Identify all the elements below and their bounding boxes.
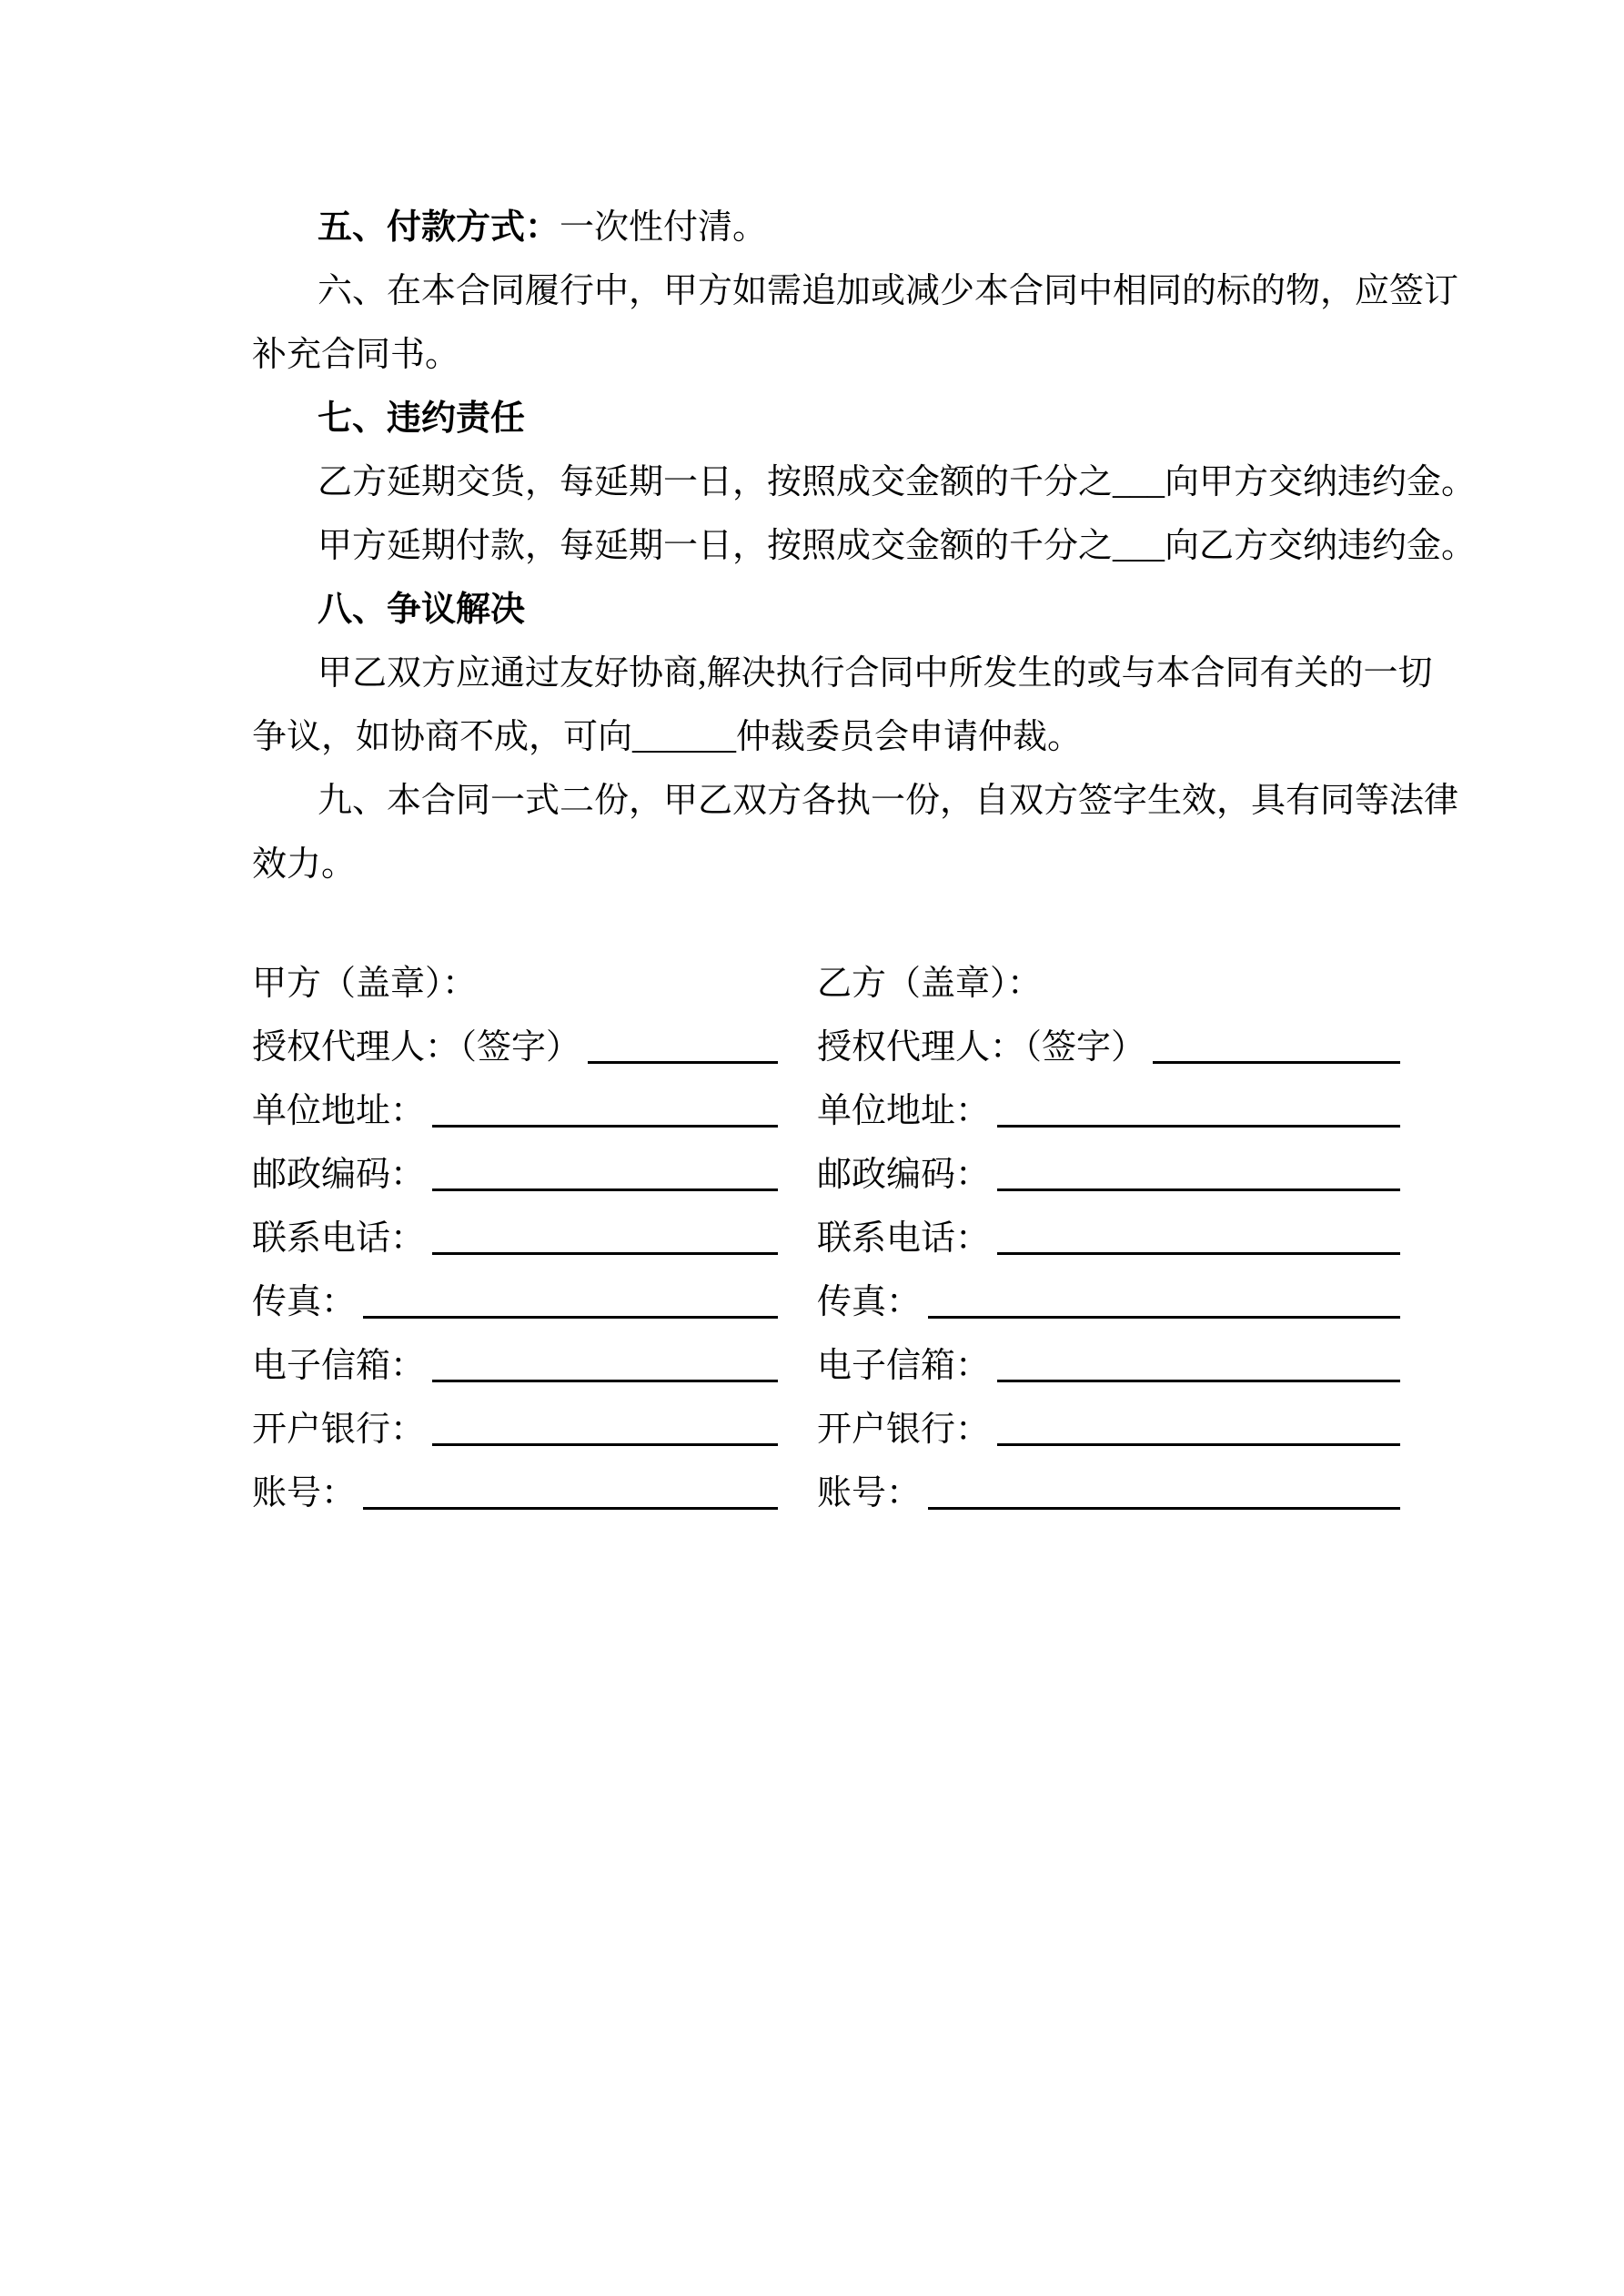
clause-8-heading: 八、争议解决 — [318, 591, 526, 629]
party-b-seal-row — [817, 947, 1400, 1011]
party-b-postcode-row — [817, 1138, 1400, 1202]
party-a-fax-row — [252, 1266, 778, 1330]
party-a-postcode-row — [252, 1138, 778, 1202]
party-a-agent-blank-line — [588, 1061, 778, 1064]
clause-8-line-1 — [252, 642, 1433, 705]
party-a-agent-label: 授权代理人：（签字） — [252, 1027, 581, 1067]
party-a-signature-block — [252, 947, 778, 1521]
clause-8-text-2: 争议，如协商不成，可向______仲裁委员会申请仲裁。 — [252, 718, 1083, 756]
party-a-fax-blank-line — [363, 1316, 778, 1319]
party-a-email-label: 电子信箱： — [252, 1346, 426, 1385]
party-a-bank-row — [252, 1393, 778, 1457]
party-a-account-row — [252, 1457, 778, 1521]
clause-7-party-b-penalty-text: 乙方延期交货，每延期一日，按照成交金额的千分之___向甲方交纳违约金。 — [318, 463, 1477, 501]
party-b-email-label: 电子信箱： — [817, 1346, 991, 1385]
party-b-postcode-label: 邮政编码： — [817, 1155, 991, 1194]
clause-6-line-1 — [252, 259, 1459, 323]
party-a-postcode-label: 邮政编码： — [252, 1155, 426, 1194]
party-b-address-blank-line — [997, 1125, 1400, 1128]
party-b-bank-label: 开户银行： — [817, 1410, 991, 1449]
party-a-phone-blank-line — [432, 1252, 778, 1255]
party-b-account-label: 账号： — [817, 1473, 922, 1512]
party-a-postcode-blank-line — [432, 1188, 778, 1191]
clause-7-heading: 七、违约责任 — [318, 400, 526, 438]
party-b-email-row — [817, 1330, 1400, 1393]
party-a-fax-label: 传真： — [252, 1282, 357, 1321]
party-b-fax-label: 传真： — [817, 1282, 922, 1321]
party-a-email-row — [252, 1330, 778, 1393]
clause-9-line-2 — [252, 833, 1400, 896]
party-a-seal-label: 甲方（盖章）： — [252, 964, 478, 1003]
party-b-email-blank-line — [997, 1380, 1400, 1382]
clause-6-text-2: 补充合同书。 — [252, 336, 460, 374]
party-b-phone-label: 联系电话： — [817, 1219, 991, 1258]
party-a-bank-blank-line — [432, 1443, 778, 1446]
party-b-bank-row — [817, 1393, 1400, 1457]
party-b-fax-blank-line — [928, 1316, 1400, 1319]
clause-5-text: 一次性付清。 — [560, 208, 768, 247]
party-b-signature-block — [817, 947, 1400, 1521]
clause-5-heading: 五、付款方式： — [318, 208, 560, 247]
party-b-agent-blank-line — [1153, 1061, 1400, 1064]
party-a-address-blank-line — [432, 1125, 778, 1128]
clause-8-heading-line — [252, 578, 1400, 642]
clause-9-text-2: 效力。 — [252, 845, 357, 884]
clause-7-party-b-penalty — [252, 450, 1477, 514]
clause-8-text-1: 甲乙双方应通过友好协商,解决执行合同中所发生的或与本合同有关的一切 — [318, 654, 1433, 693]
clause-7-heading-line — [252, 387, 1400, 450]
party-a-account-label: 账号： — [252, 1473, 357, 1512]
party-b-fax-row — [817, 1266, 1400, 1330]
party-b-bank-blank-line — [997, 1443, 1400, 1446]
party-a-address-label: 单位地址： — [252, 1091, 426, 1130]
clause-7-party-a-penalty — [252, 514, 1477, 578]
party-b-agent-label: 授权代理人：（签字） — [817, 1027, 1146, 1067]
party-a-seal-row — [252, 947, 778, 1011]
party-b-agent-row — [817, 1011, 1400, 1075]
party-b-account-row — [817, 1457, 1400, 1521]
clause-5-payment-method — [252, 196, 1400, 259]
clause-8-line-2 — [252, 705, 1400, 769]
contract-body — [252, 196, 1477, 1521]
party-b-phone-blank-line — [997, 1252, 1400, 1255]
clause-7-party-a-penalty-text: 甲方延期付款，每延期一日，按照成交金额的千分之___向乙方交纳违约金。 — [318, 527, 1477, 565]
party-b-address-row — [817, 1075, 1400, 1138]
clause-9-text-1: 九、本合同一式二份，甲乙双方各执一份，自双方签字生效，具有同等法律 — [318, 782, 1459, 820]
signature-section — [252, 947, 1400, 1521]
clause-6-line-2 — [252, 323, 1400, 387]
clause-9-line-1 — [252, 769, 1459, 833]
party-a-agent-row — [252, 1011, 778, 1075]
party-a-email-blank-line — [432, 1380, 778, 1382]
clause-6-text-1: 六、在本合同履行中，甲方如需追加或减少本合同中相同的标的物，应签订 — [318, 272, 1459, 310]
party-a-phone-label: 联系电话： — [252, 1219, 426, 1258]
party-a-bank-label: 开户银行： — [252, 1410, 426, 1449]
party-a-address-row — [252, 1075, 778, 1138]
party-a-phone-row — [252, 1202, 778, 1266]
party-b-phone-row — [817, 1202, 1400, 1266]
party-b-address-label: 单位地址： — [817, 1091, 991, 1130]
party-a-account-blank-line — [363, 1507, 778, 1510]
party-b-seal-label: 乙方（盖章）： — [817, 964, 1043, 1003]
party-b-postcode-blank-line — [997, 1188, 1400, 1191]
party-b-account-blank-line — [928, 1507, 1400, 1510]
